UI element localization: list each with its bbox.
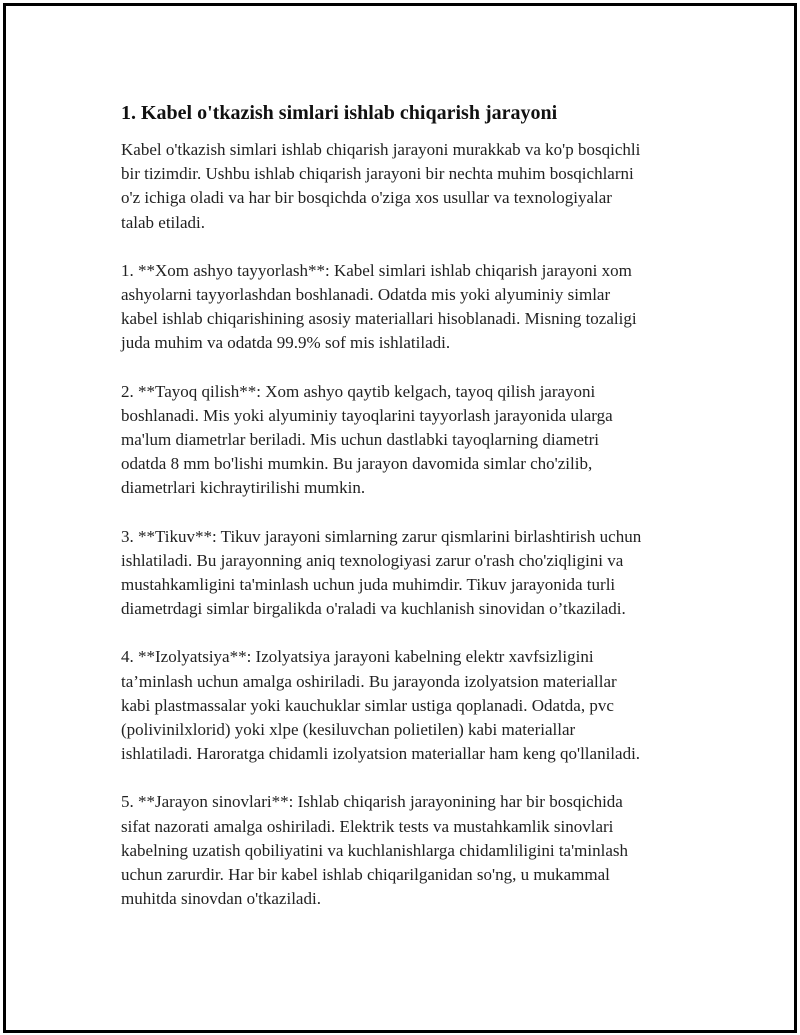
paragraph-line: Kabel o'tkazish simlari ishlab chiqarish jarayoni murakkab va ko'p bosqichli (121, 140, 641, 159)
paragraph-line: kabel ishlab chiqarishining asosiy materiallari hisoblanadi. Misning tozaligi (121, 309, 637, 329)
paragraph-line: 5. **Jarayon sinovlari**: Ishlab chiqarish jarayonining har bir bosqichida (121, 792, 623, 812)
paragraph-line: ashyolarni tayyorlashdan boshlanadi. Odatda mis yoki alyuminiy simlar (121, 285, 611, 305)
paragraph-line: odatda 8 mm bo'lishi mumkin. Bu jarayon davomida simlar cho'zilib, (121, 454, 593, 474)
paragraph-rod-making (121, 380, 691, 501)
paragraph-line: bir tizimdir. Ushbu ishlab chiqarish jarayoni bir nechta muhim bosqichlarni (121, 164, 634, 184)
paragraph-line: mustahkamligini ta'minlash uchun juda muhimdir. Tikuv jarayonida turli (121, 575, 616, 595)
paragraph-line: juda muhim va odatda 99.9% sof mis ishlatiladi. (121, 333, 451, 353)
paragraph-insulation (121, 645, 691, 766)
paragraph-line: sifat nazorati amalga oshiriladi. Elektrik tests va mustahkamlik sinovlari (121, 816, 614, 836)
document-body (121, 99, 691, 911)
paragraph-line: 3. **Tikuv**: Tikuv jarayoni simlarning zarur qismlarini birlashtirish uchun (121, 526, 642, 546)
paragraph-line: muhitda sinovdan o'tkaziladi. (121, 889, 321, 909)
paragraph-line: o'z ichiga oladi va har bir bosqichda o'ziga xos usullar va texnologiyalar (121, 188, 612, 208)
paragraph-raw-material (121, 259, 691, 356)
document-title: 1. Kabel o'tkazish simlari ishlab chiqarish jarayoni (121, 102, 558, 124)
paragraph-stranding (121, 525, 691, 622)
paragraph-line: 2. **Tayoq qilish**: Xom ashyo qaytib kelgach, tayoq qilish jarayoni (121, 381, 596, 401)
paragraph-line: kabelning uzatish qobiliyatini va kuchlanishlarga chidamliligini ta'minlash (121, 840, 628, 860)
paragraph-line: diametrlari kichraytirilishi mumkin. (121, 478, 366, 498)
paragraph-line: ishlatiladi. Haroratga chidamli izolyatsion materiallar ham keng qo'llaniladi. (121, 744, 641, 764)
paragraph-line: ma'lum diametrlar beriladi. Mis uchun dastlabki tayoqlarning diametri (121, 430, 599, 450)
paragraph-line: 4. **Izolyatsiya**: Izolyatsiya jarayoni kabelning elektr xavfsizligini (121, 647, 594, 667)
paragraph-line: ta’minlash uchun amalga oshiriladi. Bu jarayonda izolyatsion materiallar (121, 671, 617, 691)
page-frame (3, 3, 797, 1033)
paragraph-intro (121, 138, 691, 235)
paragraph-line: diametrdagi simlar birgalikda o'raladi va kuchlanish sinovidan o’tkaziladi. (121, 599, 626, 619)
paragraph-line: uchun zarurdir. Har bir kabel ishlab chiqarilganidan so'ng, u mukammal (121, 865, 610, 885)
paragraph-line: boshlanadi. Mis yoki alyuminiy tayoqlarini tayyorlash jarayonida ularga (121, 405, 613, 425)
paragraph-line: kabi plastmassalar yoki kauchuklar simlar ustiga qoplanadi. Odatda, pvc (121, 695, 614, 715)
paragraph-line: 1. **Xom ashyo tayyorlash**: Kabel simlari ishlab chiqarish jarayoni xom (121, 260, 632, 280)
paragraph-process-tests (121, 790, 691, 911)
paragraph-line: (polivinilxlorid) yoki xlpe (kesiluvchan polietilen) kabi materiallar (121, 720, 576, 740)
paragraph-line: talab etiladi. (121, 212, 206, 232)
paragraph-line: ishlatiladi. Bu jarayonning aniq texnologiyasi zarur o'rash cho'ziqligini va (121, 550, 624, 570)
